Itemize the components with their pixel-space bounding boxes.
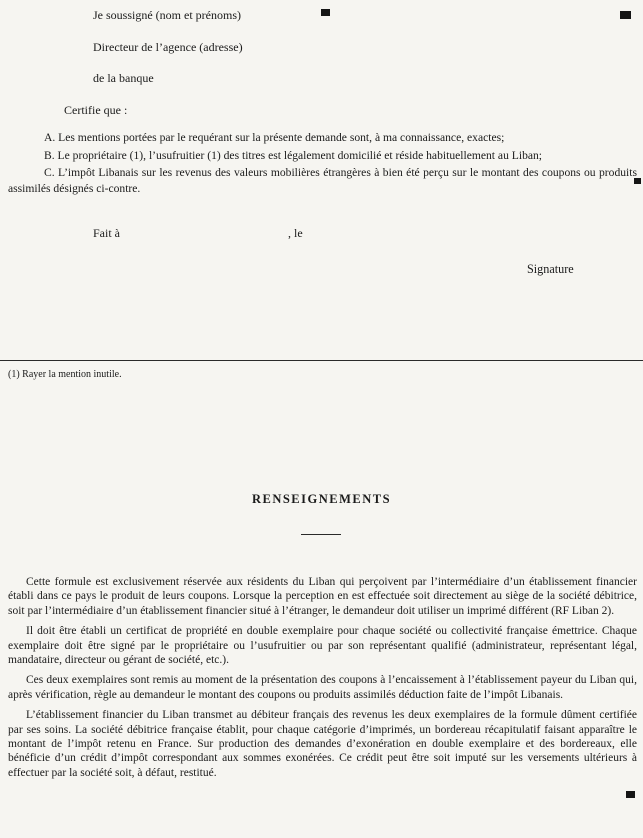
declaration-line-soussigne: Je soussigné (nom et prénoms) (93, 8, 241, 22)
renseignements-body (8, 575, 637, 786)
certify-label: Certifie que : (64, 103, 128, 117)
separator-rule (0, 360, 643, 361)
scan-artifact (321, 9, 330, 16)
renseignements-title: RENSEIGNEMENTS (251, 492, 392, 506)
scan-artifact (620, 11, 631, 19)
renseignements-para-4: L’établissement financier du Liban transmet au débiteur français des revenus les deux exemplaires de la formule dûment certifiée par ses soins. La société débitrice française établit, pour chaque catégorie d’imprimés, un bordereau récapitulatif faisant apparaître le montant de l’impôt retenu en France. Sur production des demandes d’exonération en double exemplaire et des bordereaux, elle bénéficie d’un crédit d’impôt correspondant aux sommes exonérées. Ce crédit peut être soit imputé sur les versements ultérieurs à effectuer par la société soit, à défaut, restitué. (8, 709, 637, 779)
signature-label: Signature (527, 262, 574, 276)
declaration-line-banque: de la banque (93, 71, 154, 85)
title-dash (301, 534, 341, 535)
declaration-line-directeur: Directeur de l’agence (adresse) (93, 40, 243, 54)
scan-artifact (626, 791, 635, 798)
renseignements-para-1: Cette formule est exclusivement réservée aux résidents du Liban qui perçoivent par l’intermédiaire d’un établissement financier établi dans ce pays le produit de leurs coupons. Lorsque la perception en est effectuée soit directement au siège de la société débitrice, soit par l’intermédiaire d’un établissement financier situé à l’étranger, le demandeur doit utiliser un imprimé différent (RF Liban 2). (8, 576, 637, 617)
certify-item-c: C. L’impôt Libanais sur les revenus des valeurs mobilières étrangères à bien été perçu sur le montant des coupons ou produits assimilés désignés ci-contre. (8, 166, 637, 195)
certify-item-a: A. Les mentions portées par le requérant sur la présente demande sont, à ma connaissance, exactes; (44, 131, 505, 144)
le-label: , le (288, 226, 303, 240)
renseignements-para-3: Ces deux exemplaires sont remis au moment de la présentation des coupons à l’encaissement à l’établissement payeur du Liban qui, après vérification, règle au demandeur le montant des coupons ou produits assimilés déduction faite de l’impôt Libanais. (8, 674, 637, 701)
renseignements-para-2: Il doit être établi un certificat de propriété en double exemplaire pour chaque société ou collectivité française émettrice. Chaque exemplaire doit être signé par le propriétaire ou l’usufruitier ou par son représentant qualifié (administrateur, représentant légal, mandataire, directeur ou gérant de société, etc.). (8, 625, 637, 667)
certify-item-b: B. Le propriétaire (1), l’usufruitier (1) des titres est légalement domicilié et réside habituellement au Liban; (44, 149, 543, 162)
footnote: (1) Rayer la mention inutile. (8, 369, 122, 380)
fait-a-label: Fait à (93, 226, 120, 240)
